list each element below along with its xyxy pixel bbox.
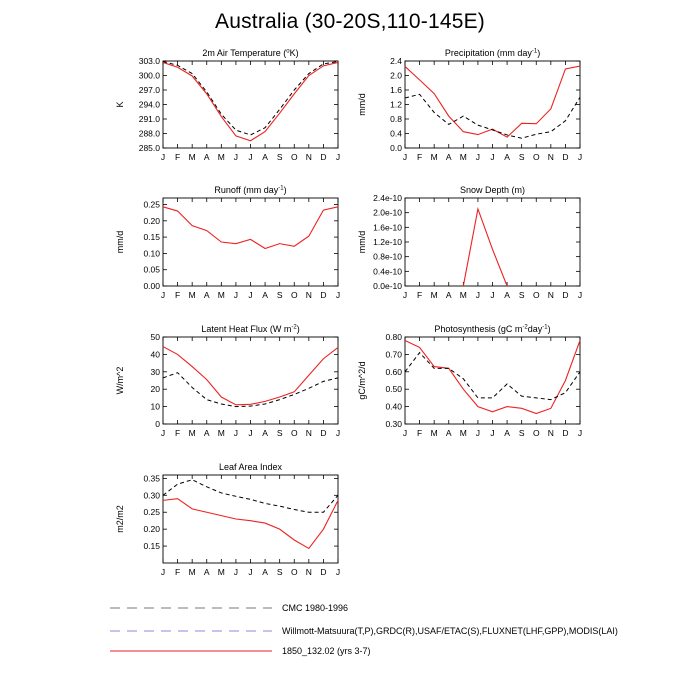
y-tick-label: 291.0: [138, 114, 160, 124]
model-series-line: [163, 499, 338, 549]
x-tick-label: A: [445, 152, 452, 162]
panel-title: Leaf Area Index: [218, 462, 283, 472]
obs-series-line: [405, 353, 580, 400]
x-tick-label: O: [290, 152, 298, 162]
legend-label: Willmott-Matsuura(T,P),GRDC(R),USAF/ETAC(S),FLUXNET(LHF,GPP),MODIS(LAI): [282, 626, 618, 636]
y-tick-label: 0.70: [385, 349, 402, 360]
plot-frame: [163, 198, 338, 286]
x-tick-label: J: [335, 152, 341, 162]
x-tick-label: J: [160, 290, 166, 300]
y-tick-label: 0.50: [385, 384, 402, 395]
y-tick-label: 0: [155, 419, 160, 429]
x-tick-label: A: [262, 567, 268, 577]
model-series-line: [163, 62, 338, 140]
x-tick-label: S: [276, 567, 283, 577]
x-tick-label: A: [262, 428, 268, 438]
x-tick-label: J: [402, 152, 408, 162]
y-axis-label: W/m^2: [115, 366, 125, 395]
x-tick-label: J: [402, 290, 408, 300]
x-tick-label: A: [504, 290, 510, 300]
y-tick-label: 0.15: [143, 541, 160, 552]
x-tick-label: M: [459, 290, 467, 300]
x-tick-label: J: [335, 428, 341, 438]
x-tick-label: J: [335, 567, 341, 577]
y-axis-label: m2/m2: [115, 505, 125, 533]
x-tick-label: D: [562, 428, 569, 438]
legend-entry-0: [110, 603, 348, 613]
x-tick-label: S: [518, 290, 525, 300]
x-tick-label: F: [416, 428, 423, 438]
y-tick-label: 2.4e-10: [373, 193, 402, 203]
plot-frame: [163, 475, 338, 563]
x-tick-label: F: [174, 567, 181, 577]
y-tick-label: 288.0: [138, 128, 160, 139]
x-tick-label: J: [160, 428, 166, 438]
chart-panels: [115, 48, 582, 577]
x-tick-label: N: [547, 152, 554, 162]
x-tick-label: A: [203, 428, 210, 438]
panel-title: 2m Air Temperature ($^o$K): [202, 48, 299, 58]
x-tick-label: D: [562, 152, 569, 162]
x-tick-label: F: [174, 428, 181, 438]
y-tick-label: 0.0e-10: [373, 281, 402, 291]
x-tick-label: M: [188, 290, 196, 300]
x-tick-label: A: [262, 152, 268, 162]
model-series-line: [463, 209, 507, 286]
x-tick-label: J: [248, 428, 253, 438]
y-axis-label: gC/m^2/d: [357, 361, 367, 400]
model-series-line: [405, 340, 580, 413]
y-tick-label: 1.6: [390, 85, 402, 95]
x-tick-label: M: [430, 152, 438, 162]
panel-title: Latent Heat Flux (W $m^{-2}$): [201, 324, 300, 334]
y-tick-label: 1.2e-10: [373, 237, 402, 247]
y-tick-label: 0.10: [143, 248, 160, 259]
x-tick-label: A: [203, 567, 210, 577]
x-tick-label: J: [475, 290, 481, 300]
x-tick-label: N: [305, 428, 312, 438]
x-tick-label: A: [262, 290, 268, 300]
x-tick-label: M: [188, 567, 196, 577]
x-tick-label: A: [504, 428, 510, 438]
y-tick-label: 2.0e-10: [373, 207, 402, 218]
x-tick-label: J: [160, 567, 166, 577]
x-tick-label: J: [233, 152, 239, 162]
y-tick-label: 0.0: [390, 143, 402, 153]
x-tick-label: J: [233, 428, 239, 438]
x-tick-label: S: [276, 428, 283, 438]
x-tick-label: J: [233, 567, 239, 577]
x-tick-label: M: [188, 152, 196, 162]
panel-2: [115, 185, 340, 300]
panel-title: Precipitation (mm day$^{-1}$): [444, 48, 541, 58]
y-tick-label: 2.0: [390, 70, 402, 81]
x-tick-label: D: [562, 290, 569, 300]
y-tick-label: 0.25: [143, 199, 160, 210]
y-tick-label: 285.0: [138, 143, 160, 153]
panel-4: [115, 324, 340, 438]
x-tick-label: O: [532, 152, 540, 162]
y-tick-label: 303.0: [138, 56, 160, 66]
x-tick-label: J: [248, 290, 253, 300]
panel-title: Photosynthesis (gC $m^{-2}day^{-1}$): [434, 324, 551, 334]
model-series-line: [163, 347, 338, 405]
y-tick-label: 50: [150, 332, 160, 342]
obs-series-line: [163, 373, 338, 407]
y-tick-label: 294.0: [138, 99, 160, 110]
y-tick-label: 1.6e-10: [373, 222, 402, 233]
model-series-line: [163, 207, 338, 249]
x-tick-label: D: [320, 567, 327, 577]
x-tick-label: J: [402, 428, 408, 438]
x-tick-label: O: [532, 290, 540, 300]
plot-frame: [163, 337, 338, 424]
model-series-line: [405, 66, 580, 137]
x-tick-label: J: [248, 567, 253, 577]
y-tick-label: 20: [150, 384, 160, 395]
panel-title: Snow Depth (m): [459, 185, 526, 195]
legend-label: CMC 1980-1996: [282, 603, 349, 613]
y-tick-label: 0.8: [390, 114, 402, 124]
x-tick-label: M: [217, 152, 225, 162]
x-tick-label: J: [490, 428, 495, 438]
x-tick-label: J: [577, 428, 583, 438]
x-tick-label: O: [290, 567, 298, 577]
x-tick-label: A: [445, 290, 452, 300]
x-tick-label: J: [475, 152, 481, 162]
x-tick-label: F: [174, 152, 181, 162]
panel-6: [115, 462, 340, 577]
legend-label: 1850_132.02 (yrs 3-7): [282, 646, 371, 656]
y-axis-label: K: [115, 101, 125, 108]
y-tick-label: 0.25: [143, 507, 160, 518]
y-tick-label: 1.2: [390, 99, 402, 110]
x-tick-label: J: [248, 152, 253, 162]
x-tick-label: M: [217, 290, 225, 300]
panel-1: [357, 48, 582, 162]
plot-frame: [405, 61, 580, 148]
y-tick-label: 0.00: [143, 281, 160, 291]
x-tick-label: D: [320, 428, 327, 438]
y-tick-label: 0.20: [143, 524, 160, 535]
x-tick-label: A: [445, 428, 452, 438]
x-tick-label: A: [203, 152, 210, 162]
x-tick-label: N: [305, 567, 312, 577]
y-tick-label: 0.4e-10: [373, 266, 402, 277]
x-tick-label: S: [518, 428, 525, 438]
x-tick-label: J: [160, 152, 166, 162]
page-title: Australia (30-20S,110-145E): [215, 10, 485, 33]
x-tick-label: M: [217, 567, 225, 577]
plot-frame: [405, 198, 580, 286]
y-tick-label: 30: [150, 366, 160, 377]
x-tick-label: D: [320, 290, 327, 300]
y-tick-label: 0.20: [143, 215, 160, 226]
y-axis-label: mm/d: [357, 230, 367, 254]
panel-title: Runoff (mm day$^{-1}$): [214, 185, 287, 195]
y-tick-label: 297.0: [138, 85, 160, 95]
x-tick-label: M: [459, 428, 467, 438]
obs-series-line: [163, 61, 338, 134]
x-tick-label: J: [577, 290, 583, 300]
x-tick-label: S: [276, 290, 283, 300]
y-tick-label: 0.8e-10: [373, 251, 402, 262]
x-tick-label: M: [430, 428, 438, 438]
y-tick-label: 0.15: [143, 232, 160, 243]
panel-3: [357, 185, 582, 300]
x-tick-label: J: [233, 290, 239, 300]
x-tick-label: M: [430, 290, 438, 300]
y-axis-label: mm/d: [115, 230, 125, 254]
y-tick-label: 0.60: [385, 366, 402, 377]
plot-frame: [405, 337, 580, 424]
y-tick-label: 2.4: [390, 56, 402, 66]
legend-entry-1: [110, 626, 618, 636]
x-tick-label: J: [577, 152, 583, 162]
x-tick-label: M: [188, 428, 196, 438]
x-tick-label: O: [290, 290, 298, 300]
y-tick-label: 0.4: [390, 128, 402, 139]
y-tick-label: 10: [150, 401, 160, 412]
x-tick-label: N: [305, 152, 312, 162]
y-tick-label: 0.40: [385, 401, 402, 412]
panel-0: [115, 48, 340, 162]
x-tick-label: A: [203, 290, 210, 300]
x-tick-label: J: [490, 290, 495, 300]
panel-5: [357, 324, 582, 438]
y-axis-label: mm/d: [357, 93, 367, 116]
y-tick-label: 0.35: [143, 473, 160, 484]
x-tick-label: M: [459, 152, 467, 162]
x-tick-label: N: [305, 290, 312, 300]
y-tick-label: 0.30: [143, 490, 160, 501]
legend: [110, 603, 618, 656]
x-tick-label: F: [416, 152, 423, 162]
y-tick-label: 300.0: [138, 70, 160, 81]
x-tick-label: J: [335, 290, 341, 300]
x-tick-label: F: [174, 290, 181, 300]
x-tick-label: O: [290, 428, 298, 438]
x-tick-label: N: [547, 290, 554, 300]
x-tick-label: S: [276, 152, 283, 162]
x-tick-label: S: [518, 152, 525, 162]
y-tick-label: 40: [150, 349, 160, 360]
y-tick-label: 0.80: [385, 332, 402, 342]
x-tick-label: M: [217, 428, 225, 438]
x-tick-label: N: [547, 428, 554, 438]
x-tick-label: F: [416, 290, 423, 300]
x-tick-label: D: [320, 152, 327, 162]
legend-entry-2: [110, 646, 371, 656]
x-tick-label: A: [504, 152, 510, 162]
x-tick-label: J: [475, 428, 481, 438]
y-tick-label: 0.30: [385, 419, 402, 429]
y-tick-label: 0.05: [143, 264, 160, 275]
x-tick-label: O: [532, 428, 540, 438]
x-tick-label: J: [490, 152, 495, 162]
